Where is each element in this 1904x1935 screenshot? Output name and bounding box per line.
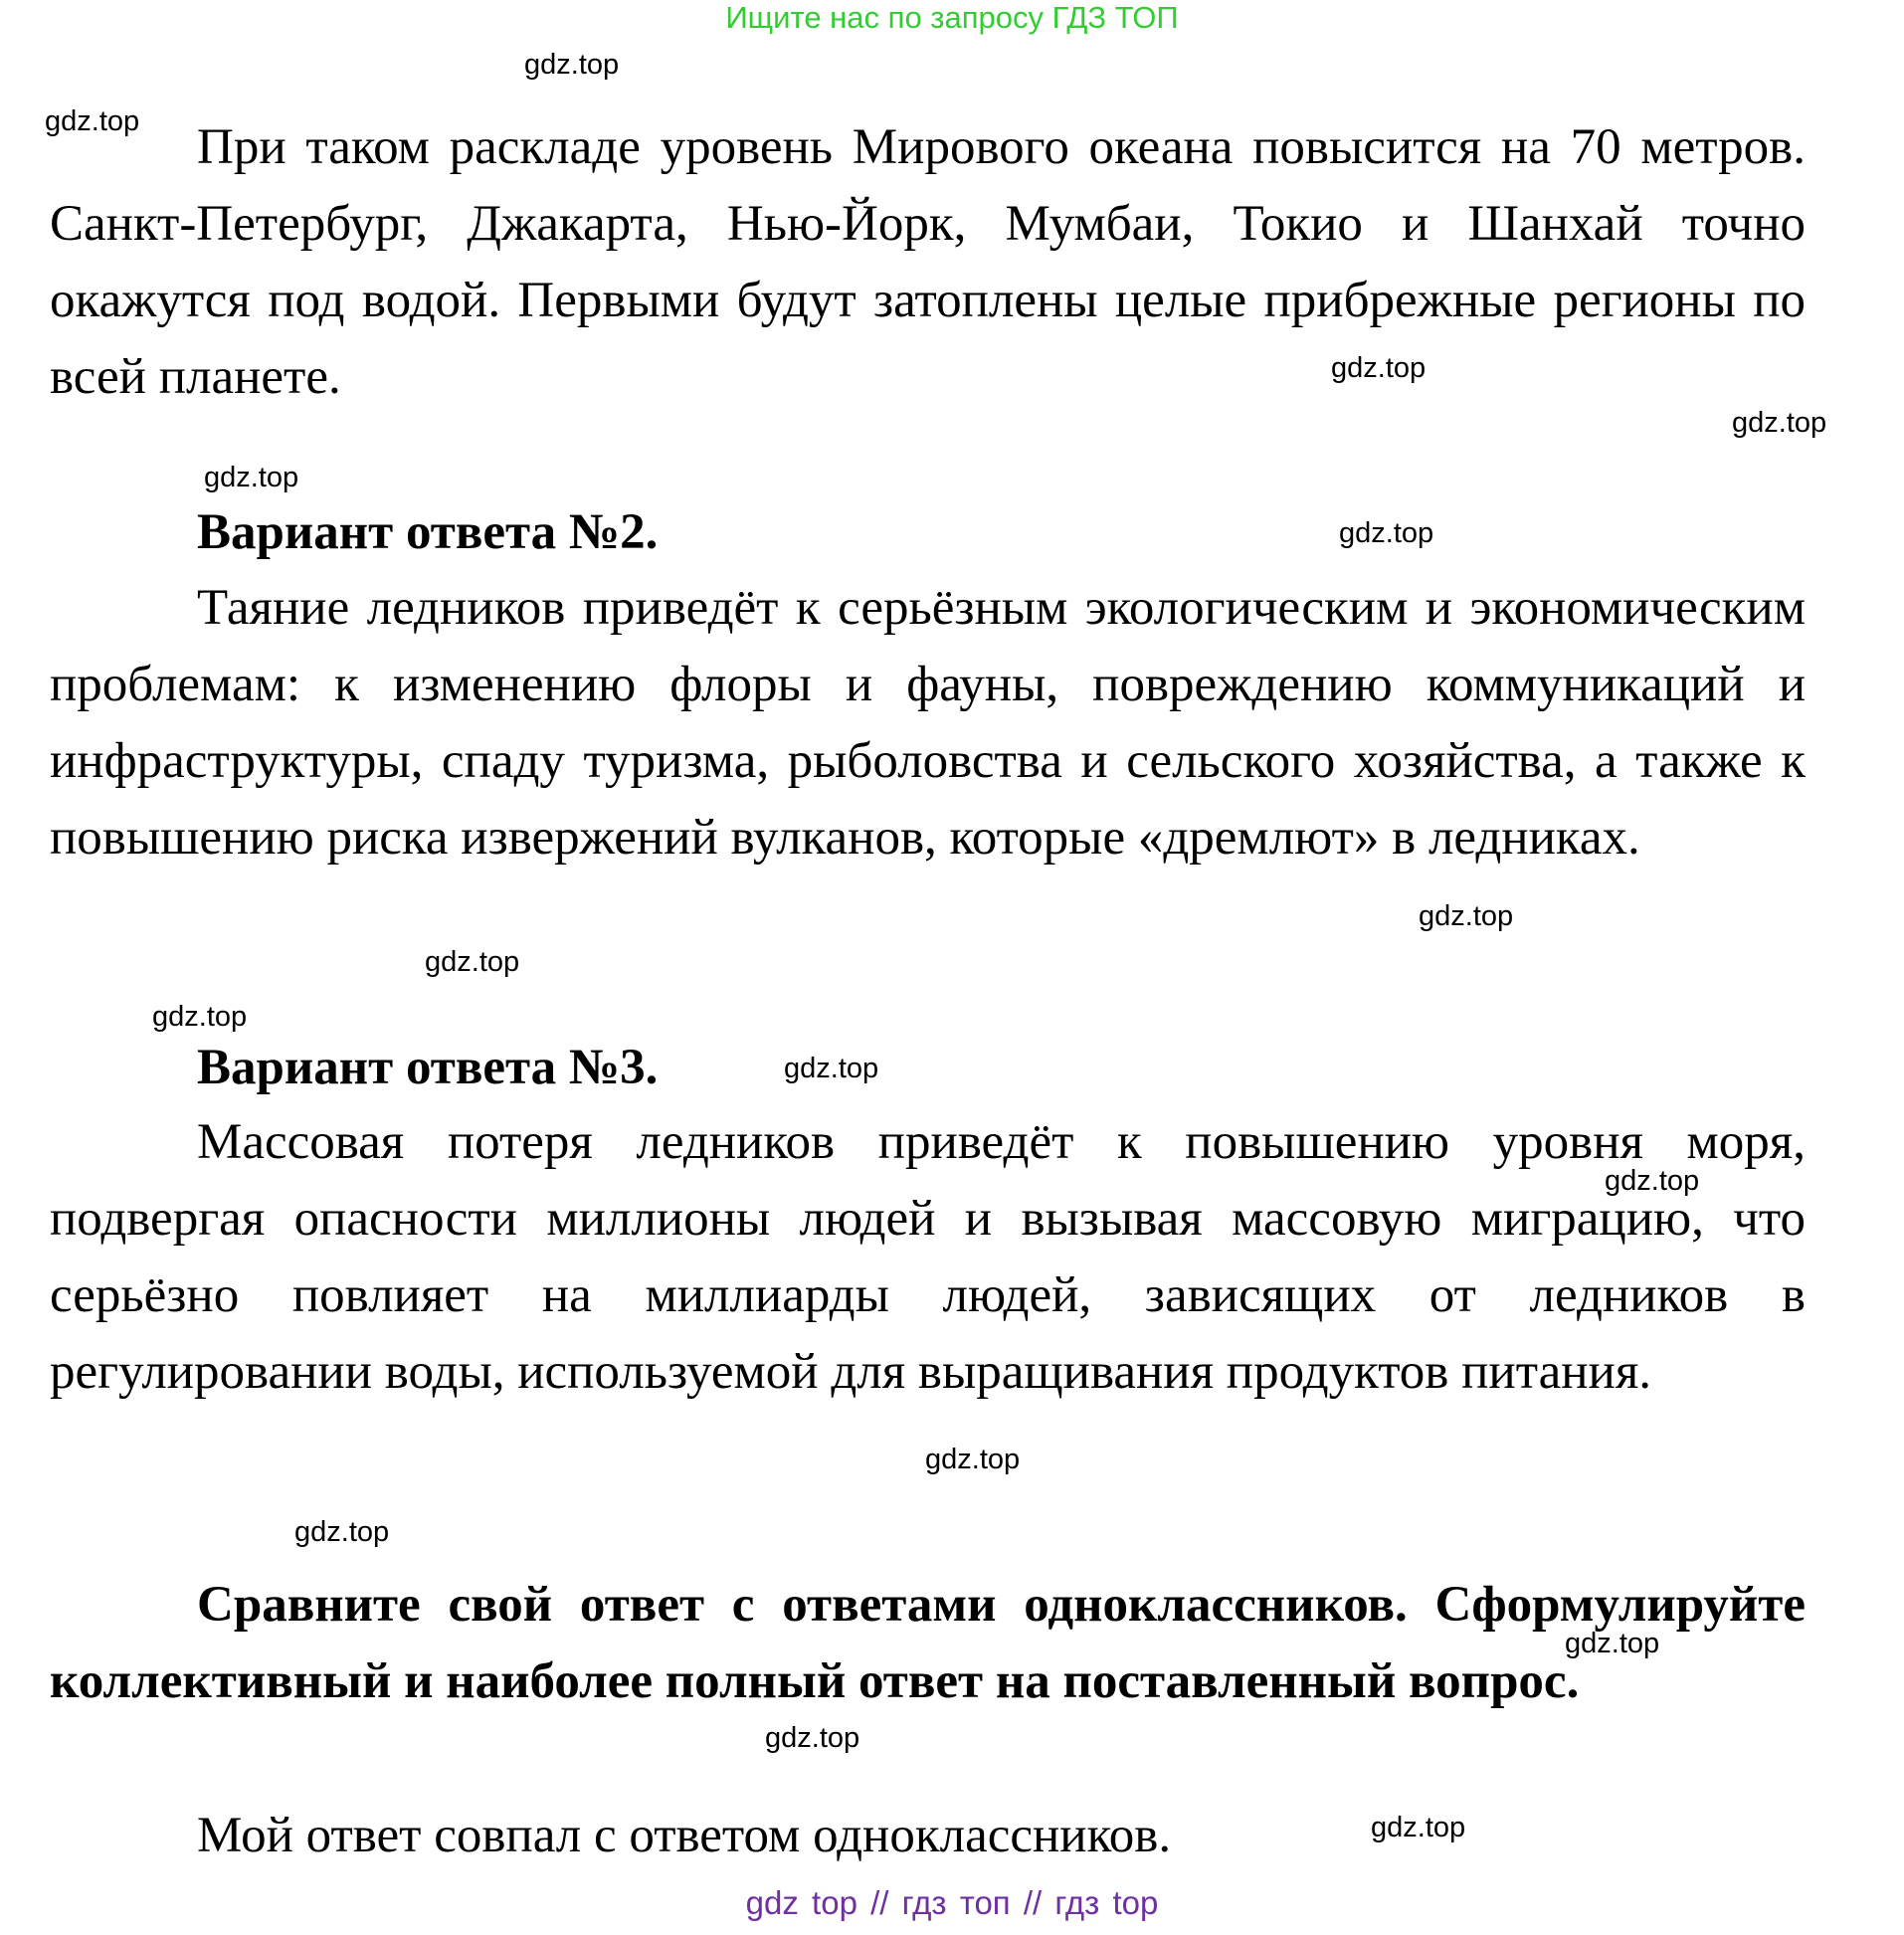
watermark: gdz.top	[1732, 407, 1827, 439]
watermark: gdz.top	[1419, 900, 1514, 932]
watermark: gdz.top	[152, 1001, 248, 1033]
top-banner: Ищите нас по запросу ГДЗ ТОП	[725, 0, 1179, 35]
variant-2-paragraph	[50, 570, 1806, 876]
watermark: gdz.top	[45, 105, 140, 137]
watermark: gdz.top	[1371, 1812, 1466, 1843]
task-prompt: Сравните свой ответ с ответами одноклассников. Сформулируйте коллективный и наиболее полный ответ на поставленный вопрос.	[50, 1577, 1806, 1709]
watermark: gdz.top	[1605, 1165, 1700, 1197]
variant-3-text: Массовая потеря ледников приведёт к повышению уровня моря, подвергая опасности миллионы людей и вызывая массовую миграцию, что серьёзно повлияет на миллиарды людей, зависящих от ледников в регулировании воды, используемой для выращивания продуктов питания.	[50, 1114, 1806, 1400]
watermark: gdz.top	[925, 1444, 1021, 1475]
watermark: gdz.top	[524, 49, 620, 81]
watermark: gdz.top	[204, 462, 299, 493]
variant-2-heading: Вариант ответа №2.	[197, 504, 659, 560]
watermark: gdz.top	[765, 1722, 860, 1754]
answer-line: Мой ответ совпал с ответом одноклассников.	[197, 1808, 1172, 1863]
bottom-banner: gdz top // гдз топ // гдз top	[745, 1884, 1159, 1921]
watermark: gdz.top	[784, 1053, 879, 1084]
watermark: gdz.top	[1565, 1628, 1660, 1659]
watermark: gdz.top	[294, 1516, 390, 1548]
paragraph-intro	[50, 109, 1806, 416]
watermark: gdz.top	[1331, 352, 1427, 384]
variant-2-text: Таяние ледников приведёт к серьёзным экологическим и экономическим проблемам: к изменению флоры и фауны, повреждению коммуникаций и инфраструктуры, спаду туризма, рыболовства и сельского хозяйства, а также к повышению риска извержений вулканов, которые «дремлют» в ледниках.	[50, 580, 1806, 866]
variant-3-heading: Вариант ответа №3.	[197, 1040, 659, 1095]
variant-3-paragraph	[50, 1104, 1806, 1411]
watermark: gdz.top	[425, 946, 520, 978]
watermark: gdz.top	[1339, 517, 1434, 549]
paragraph-intro-text: При таком раскладе уровень Мирового океана повысится на 70 метров. Санкт-Петербург, Джакарта, Нью-Йорк, Мумбаи, Токио и Шанхай точно окажутся под водой. Первыми будут затоплены целые прибрежные регионы по всей планете.	[50, 119, 1806, 405]
